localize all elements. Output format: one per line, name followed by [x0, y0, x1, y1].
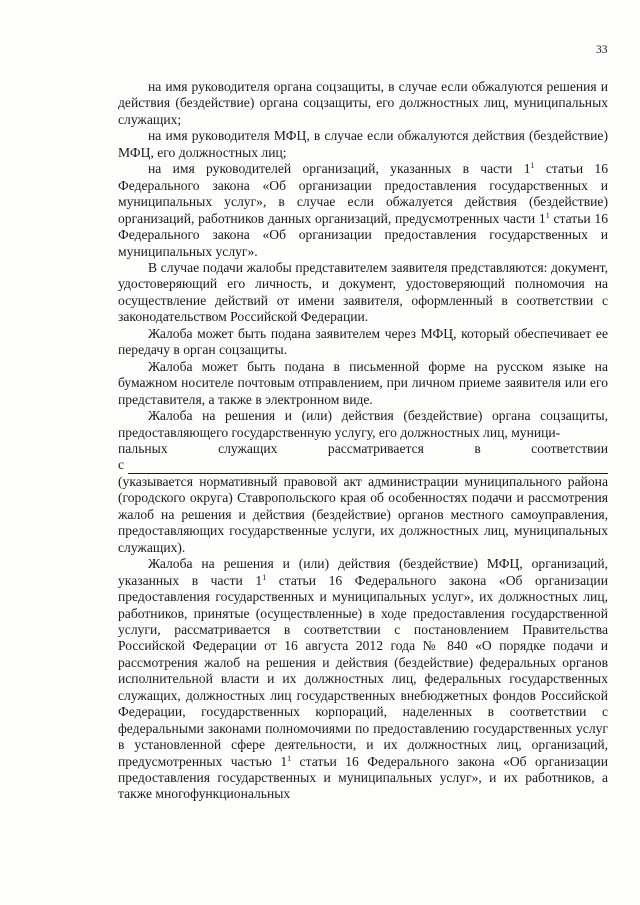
text-run: статьи 16 Федерального закона «Об организации предоставления государственных и муниципальных услуг», в случае если обжалуется действия (бездействие) организаций, работников данных организаций, предусмотренных части 1 — [118, 161, 608, 226]
paragraph-representative: В случае подачи жалобы представителем заявителя представляются: документ, удостоверяющий его личность, и документ, удостоверяющий полномочия на осуществление действий от имени заявителя, оформленный в соответствии с законодательством Российской Федерации. — [118, 259, 608, 325]
word: рассматривается — [327, 440, 424, 456]
paragraph-via-mfc: Жалоба может быть подана заявителем через МФЦ, который обеспечивает ее передачу в орган соцзащиты. — [118, 325, 608, 358]
superscript: 1 — [545, 210, 550, 220]
text-run: на имя руководителей организаций, указанных в части 1 — [148, 161, 531, 177]
paragraph-written-form: Жалоба может быть подана в письменной форме на русском языке на бумажном носителе почтовым отправлением, при личном приеме заявителя или его представителя, а также в электронном виде. — [118, 358, 608, 407]
text-run: Жалоба на решения и (или) действия (бездействие) МФЦ, организаций, указанных в части 1 — [118, 556, 608, 588]
word: соответствии — [531, 440, 608, 456]
paragraph-complaint-mfc — [118, 556, 608, 803]
text-run: статьи 16 Федерального закона «Об организации предоставления государственных и муниципальных услуг». — [118, 210, 608, 259]
paragraph-complaint-social-protection: Жалоба на решения и (или) действия (бездействие) органа соцзащиты, предоставляющего государственную услугу, его должностных лиц, муници- — [118, 408, 608, 440]
superscript: 1 — [262, 572, 267, 582]
paragraph-organizations-head — [118, 161, 608, 260]
superscript: 1 — [287, 753, 292, 763]
document-body — [118, 79, 608, 803]
justified-line — [118, 441, 608, 457]
paragraph-mfc-head: на имя руководителя МФЦ, в случае если обжалуются действия (бездействие) МФЦ, его должностных лиц; — [118, 128, 608, 160]
blank-underline — [128, 461, 608, 474]
paragraph-social-protection-head: на имя руководителя органа соцзащиты, в случае если обжалуются решения и действия (бездействие) органа соцзащиты, его должностных лиц, муниципальных служащих; — [118, 79, 608, 127]
page-number: 33 — [596, 44, 608, 56]
word: служащих — [218, 440, 278, 456]
text-run: статьи 16 Федерального закона «Об организации предоставления государственных и муниципальных услуг», их должностных лиц, работников, принятые (осуществленные) в ходе предоставления государственной услуги, рассматривается в соответствии с постановлением Правительства Российской Федерации от 16 августа 2012 года № 840 «О порядке подачи и рассмотрения жалоб на решения и действия (бездействие) федеральных органов исполнительной власти и их должностных лиц, федеральных государственных служащих, должностных лиц государственных внебюджетных фондов Российской Федерации, государственных корпораций, наделенных в соответствии с федеральными законами полномочиями по предоставлению государственных услуг в установленной сфере деятельности, и их должностных лиц, организаций, предусмотренных частью 1 — [118, 572, 608, 769]
word: с — [118, 457, 125, 473]
text-run: статьи 16 Федерального закона «Об организации предоставления государственных и муниципальных услуг», и их работников, а также многофункциональных — [118, 753, 608, 802]
word: в — [474, 440, 481, 456]
blank-fill-line — [118, 457, 608, 473]
word: пальных — [118, 440, 168, 456]
paragraph-normative-act-note: (указывается нормативный правовой акт администрации муниципального района (городского округа) Ставропольского края об особенностях подачи и рассмотрения жалоб на решения и действия (бездействие) органов местного самоуправления, предоставляющих государственные услуги, их должностных лиц, муниципальных служащих). — [118, 473, 608, 555]
superscript: 1 — [530, 161, 535, 171]
